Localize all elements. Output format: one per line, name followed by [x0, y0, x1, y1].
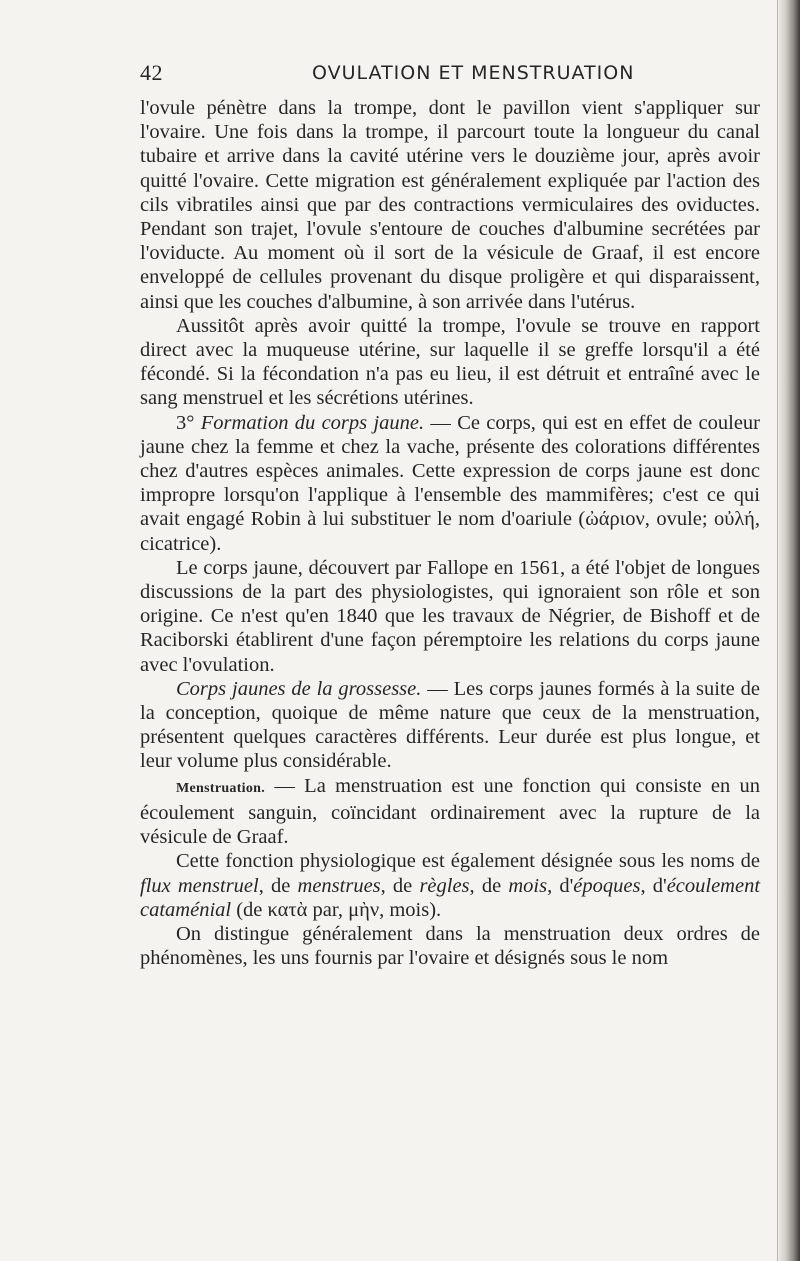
term-flux-menstruel: flux menstruel — [140, 874, 259, 897]
text-fragment: , d' — [640, 874, 667, 897]
body-text — [140, 96, 760, 970]
term-regles: règles — [419, 874, 470, 897]
term-epoques: époques — [573, 874, 641, 897]
section-heading-grossesse: Corps jaunes de la grossesse. — [176, 677, 422, 700]
section-text-menstruation: — La menstruation est une fonction qui consiste en un écoulement sanguin, coïncidant ordinairement avec la rupture de la vésicule de Graaf. — [140, 774, 761, 849]
page-number: 42 — [140, 60, 163, 85]
paragraph-names — [140, 849, 760, 922]
text-fragment: , de — [380, 874, 413, 897]
paragraph-corps-jaune-history: Le corps jaune, découvert par Fallope en 1561, a été l'objet de longues discussions de la part des physiologistes, qui ignoraient son rôle et son origine. Ce n'est qu'en 1840 que les travaux de Négrier, de Bishoff et de Raciborski établirent d'une façon péremptoire les relations du corps jaune avec l'ovulation. — [140, 556, 760, 676]
paragraph-grossesse — [140, 677, 760, 774]
page-edge-shadow — [778, 0, 800, 1261]
section-number: 3° — [176, 411, 195, 434]
paragraph-phenomenes: On distingue généralement dans la menstruation deux ordres de phénomènes, les uns fournis par l'ovaire et désignés sous le nom — [140, 922, 760, 970]
text-fragment: (de κατὰ par, μὴν, mois). — [236, 898, 442, 921]
running-head: OVULATION ET MENSTRUATION — [312, 62, 635, 84]
text-fragment: Cette fonction physiologique est également désignée sous les noms de — [176, 850, 760, 873]
paragraph-menstruation — [140, 774, 760, 850]
paragraph-ovule-migration: l'ovule pénètre dans la trompe, dont le pavillon vient s'appliquer sur l'ovaire. Une fois dans la trompe, il parcourt toute la longueur du canal tubaire et arrive dans la cavité utérine vers le douzième jour, après avoir quitté l'ovaire. Cette migration est généralement expliquée par l'action des cils vibratiles ainsi que par des contractions vermiculaires des oviductes. Pendant son trajet, l'ovule s'entoure de couches d'albumine secrétées par l'oviducte. Au moment où il sort de la vésicule de Graaf, il est encore enveloppé de cellules provenant du disque proligère et qui disparaissent, ainsi que les couches d'albumine, à son arrivée dans l'utérus. — [140, 97, 760, 313]
text-fragment: , d' — [547, 874, 574, 897]
term-menstrues: menstrues — [297, 874, 381, 897]
text-fragment: , de — [258, 874, 291, 897]
text-fragment: , de — [469, 874, 502, 897]
term-ecoulement-catamenial: écoulement cataménial — [140, 874, 761, 921]
page-header — [140, 60, 760, 90]
section-heading-corps-jaune: Formation du corps jaune. — [200, 411, 425, 434]
paragraph-ovule-uterus: Aussitôt après avoir quitté la trompe, l'ovule se trouve en rapport direct avec la muqueuse utérine, sur laquelle il se greffe lorsqu'il a été fécondé. Si la fécondation n'a pas eu lieu, il est détruit et entraîné avec le sang menstruel et les sécrétions utérines. — [140, 314, 760, 410]
term-mois: mois — [508, 874, 548, 897]
section-heading-menstruation: Menstruation. — [176, 780, 266, 796]
paragraph-corps-jaune — [140, 411, 760, 556]
section-text-grossesse: — Les corps jaunes formés à la suite de la conception, quoique de même nature que ceux de la menstruation, présentent quelques caractères différents. Leur durée est plus longue, et leur volume plus considérable. — [140, 677, 760, 773]
section-text-corps-jaune: — Ce corps, qui est en effet de couleur jaune chez la femme et chez la vache, présente des colorations différentes chez d'autres espèces animales. Cette expression de corps jaune est donc impropre lorsqu'on l'applique à l'ensemble des mammifères; c'est ce qui avait engagé Robin à lui substituer le nom d'oariule (ὠάριον, ovule; οὐλή, cicatrice). — [140, 411, 760, 555]
